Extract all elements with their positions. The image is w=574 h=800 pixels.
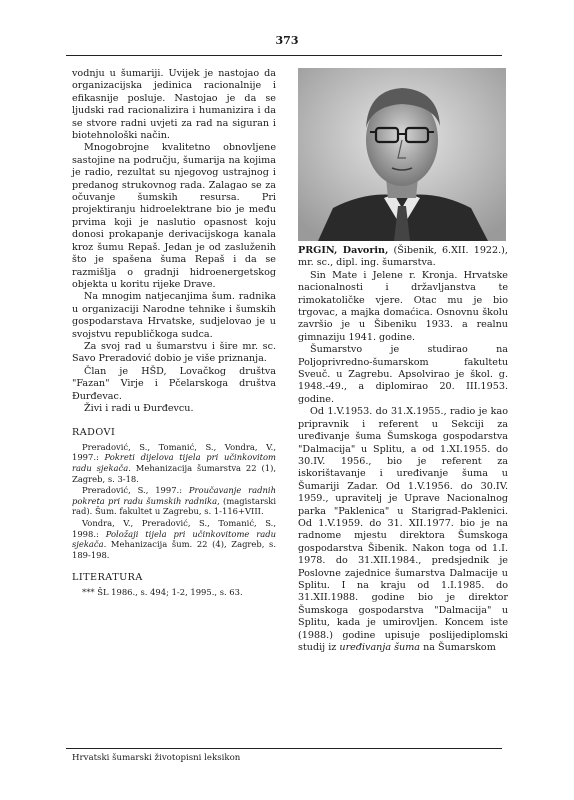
literature-item: *** ŠL 1986., s. 494; 1-2, 1995., s. 63.	[82, 586, 243, 597]
reference-title: Proučavanje radnih pokreta pri radu šumskih radnika,	[72, 485, 276, 506]
portrait-photo	[298, 68, 506, 241]
reference-source: Mehanizacija šum. 22 (4), Zagreb, s. 189-198.	[72, 539, 276, 560]
paragraph: Za svoj rad u šumarstvu i šire mr. sc. Savo Preradović dobio je više priznanja.	[72, 340, 276, 365]
paragraph: Na mnogim natjecanjima šum. radnika u organizaciji Narodne tehnike i šumskih gospodarstava Hrvatske, sudjelovao je u svojstvu republičkoga sudca.	[72, 291, 276, 340]
top-rule	[66, 55, 502, 56]
reference-item	[72, 485, 276, 517]
reference-authors: Preradović, S., Tomanić, S., Vondra, V., 1997.:	[72, 441, 276, 463]
reference-item	[72, 518, 276, 560]
paragraph: Živi i radi u Đurđevcu.	[84, 402, 194, 414]
reference-title: Položaji tijela pri učinkovitome radu sjekača.	[72, 528, 276, 550]
entry-name: PRGIN, Davorin,	[298, 245, 389, 256]
paragraph	[298, 406, 508, 654]
right-column	[298, 68, 508, 654]
reference-title: Pokreti dijelova tijela pri učinkovitom radu sjekača.	[72, 452, 276, 473]
left-column	[72, 68, 276, 598]
paragraph: Mnogobrojne kvalitetno obnovljene sastojine na području, šumarija na kojima je radio, rezultat su njegovog ustrajnog i predanog strukovnog rada. Zalagao se za očuvanje šumskih resursa. Pri projektiranju hidroelektrane bio je među prvima koji je naslutio opasnost koju donosi prokapanje derivacijskoga kanala kroz šumu Repaš. Jedan je od zasluženih što je spašena šuma Repaš i da se razmišlja o gradnji hidroenergetskog objekta u koritu rijeke Drave.	[72, 142, 276, 290]
radovi-heading: RADOVI	[72, 427, 116, 439]
reference-source: (magistarski rad). Šum. fakultet u Zagrebu, s. 1-116+VIII.	[72, 495, 276, 517]
paragraph: vodnju u šumariji. Uvijek je nastojao da organizacijska jedinica racionalnije i efikasnije posluje. Nastojao je da se ljudski rad racionalizira i humanizira i da se stvore radni uvjeti za rad na siguran i biotehnološki način.	[72, 68, 276, 142]
entry-intro	[298, 245, 508, 270]
footer-text: Hrvatski šumarski životopisni leksikon	[72, 753, 241, 763]
reference-item	[72, 442, 276, 484]
footer-rule	[66, 748, 502, 749]
paragraph-text: na Šumarskom	[423, 642, 496, 653]
paragraph: Šumarstvo je studirao na Poljoprivredno-šumarskom fakultetu Sveuč. u Zagrebu. Apsolvirao je škol. g. 1948.-49., a diplomirao 20. III.1953. godine.	[298, 344, 508, 405]
reference-authors: Preradović, S., 1997.:	[82, 485, 183, 496]
entry-birth: (Šibenik, 6.XII. 1922.), mr. sc., dipl. ing. šumarstva.	[298, 245, 508, 269]
page-number: 373	[275, 34, 299, 47]
paragraph: Član je HŠD, Lovačkog društva "Fazan" Virje i Pčelarskoga društva Đurđevac.	[72, 365, 276, 402]
paragraph-text: Od 1.V.1953. do 31.X.1955., radio je kao pripravnik i referent u Sekciji za uređivanje šuma Šumskoga gospodarstva "Dalmacija" u Splitu, a od 1.XI.1955. do 30.IV. 1956., bio je referent za iskorištavanje i uređivanje šuma u Šumariji Zadar. Od 1.V.1956. do 30.IV. 1959., upravitelj je Uprave Nacionalnog parka "Paklenica" u Starigrad-Paklenici. Od 1.V.1959. do 31. XII.1977. bio je na radnome mjestu direktora Šumskoga gospodarstva Šibenik. Nakon toga od 1.I. 1978. do 31.XII.1984., predsjednik je Poslovne zajednice šumarstva Dalmacije u Splitu. I na kraju od 1.I.1985. do 31.XII.1988. godine bio je direktor Šumskoga gospodarstva "Dalmacija" u Splitu, kada je umirovljen. Koncem iste (1988.) godine upisuje poslijediplomski studij iz	[298, 406, 508, 653]
reference-source: Mehanizacija šumarstva 22 (1), Zagreb, s. 3-18.	[72, 462, 276, 484]
literatura-heading: LITERATURA	[72, 572, 143, 584]
reference-authors: Vondra, V., Preradović, S., Tomanić, S., 1998.:	[72, 517, 276, 539]
paragraph: Sin Mate i Jelene r. Kronja. Hrvatske nacionalnosti i državljanstva te rimokatoličke vjere. Otac mu je bio trgovac, a majka domaćica. Osnovnu školu završio je u Šibeniku 1933. a realnu gimnaziju 1941. godine.	[298, 269, 508, 343]
paragraph-italic: uređivanja šuma	[339, 642, 421, 653]
